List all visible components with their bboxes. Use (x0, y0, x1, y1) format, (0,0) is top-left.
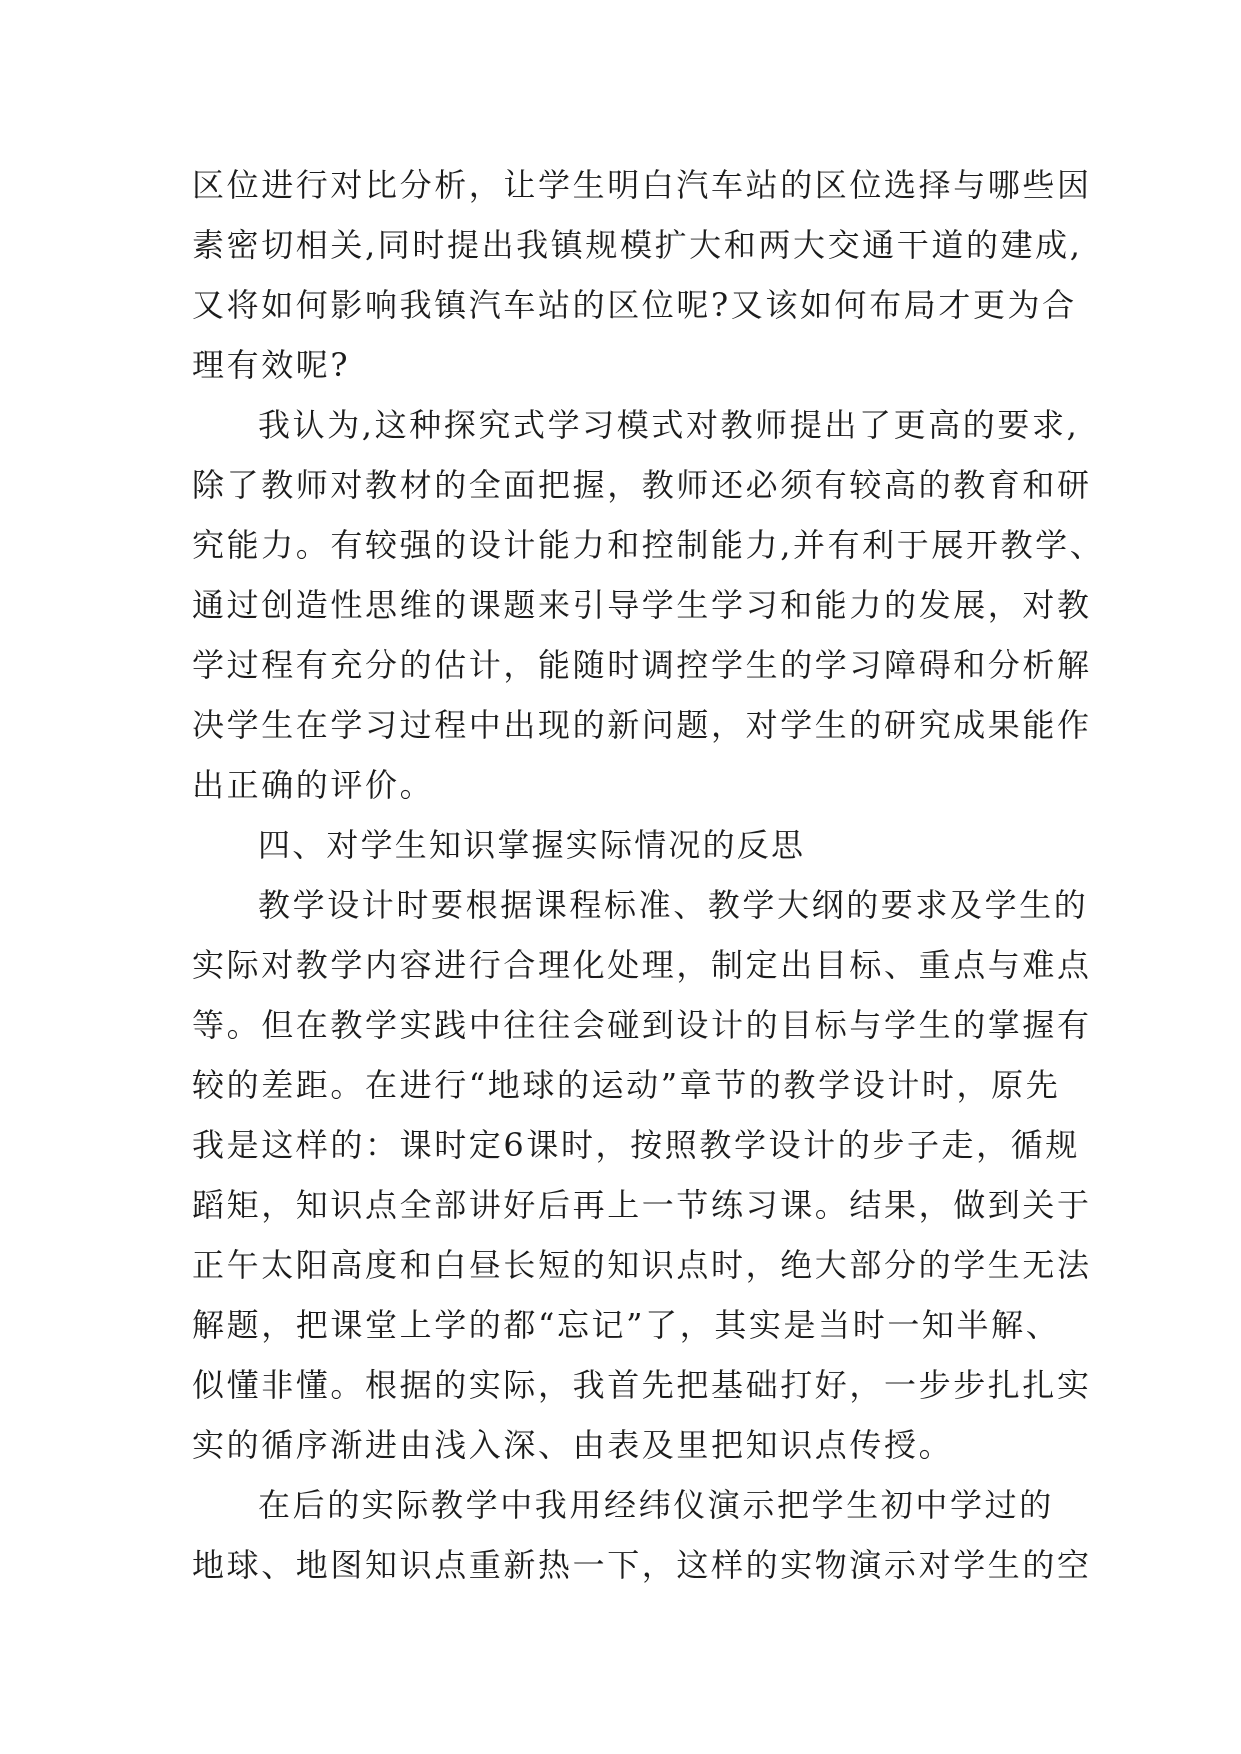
text-line: 除了教师对教材的全面把握，教师还必须有较高的教育和研 (192, 466, 1092, 504)
text-line: 似懂非懂。根据的实际，我首先把基础打好，一步步扎扎实 (192, 1366, 1092, 1404)
paragraph-first-line: 在后的实际教学中我用经纬仪演示把学生初中学过的 (258, 1486, 1054, 1524)
text-line: 较的差距。在进行“地球的运动”章节的教学设计时，原先 (192, 1066, 1061, 1104)
text-line: 决学生在学习过程中出现的新问题，对学生的研究成果能作 (192, 706, 1092, 744)
text-line: 蹈矩，知识点全部讲好后再上一节练习课。结果，做到关于 (192, 1186, 1092, 1224)
text-line: 究能力。有较强的设计能力和控制能力,并有利于展开教学、 (192, 526, 1105, 564)
text-line: 素密切相关,同时提出我镇规模扩大和两大交通干道的建成, (192, 226, 1083, 264)
text-line: 理有效呢? (192, 346, 351, 384)
text-line: 实际对教学内容进行合理化处理，制定出目标、重点与难点 (192, 946, 1092, 984)
text-line: 地球、地图知识点重新热一下，这样的实物演示对学生的空 (192, 1546, 1092, 1584)
text-line: 通过创造性思维的课题来引导学生学习和能力的发展，对教 (192, 586, 1092, 624)
text-line: 学过程有充分的估计，能随时调控学生的学习障碍和分析解 (192, 646, 1092, 684)
text-line: 又将如何影响我镇汽车站的区位呢?又该如何布局才更为合 (192, 286, 1077, 324)
text-line: 等。但在教学实践中往往会碰到设计的目标与学生的掌握有 (192, 1006, 1092, 1044)
paragraph-first-line: 我认为,这种探究式学习模式对教师提出了更高的要求, (258, 406, 1080, 444)
text-line: 出正确的评价。 (192, 766, 435, 804)
text-line: 解题，把课堂上学的都“忘记”了，其实是当时一知半解、 (192, 1306, 1061, 1344)
text-line: 实的循序渐进由浅入深、由表及里把知识点传授。 (192, 1426, 954, 1464)
text-line: 区位进行对比分析，让学生明白汽车站的区位选择与哪些因 (192, 166, 1092, 204)
document-body (192, 155, 1105, 1595)
section-heading: 四、对学生知识掌握实际情况的反思 (258, 826, 806, 864)
paragraph-first-line: 教学设计时要根据课程标准、教学大纲的要求及学生的 (258, 886, 1089, 924)
text-line: 正午太阳高度和白昼长短的知识点时，绝大部分的学生无法 (192, 1246, 1092, 1284)
text-line: 我是这样的：课时定6课时，按照教学设计的步子走，循规 (192, 1126, 1080, 1164)
